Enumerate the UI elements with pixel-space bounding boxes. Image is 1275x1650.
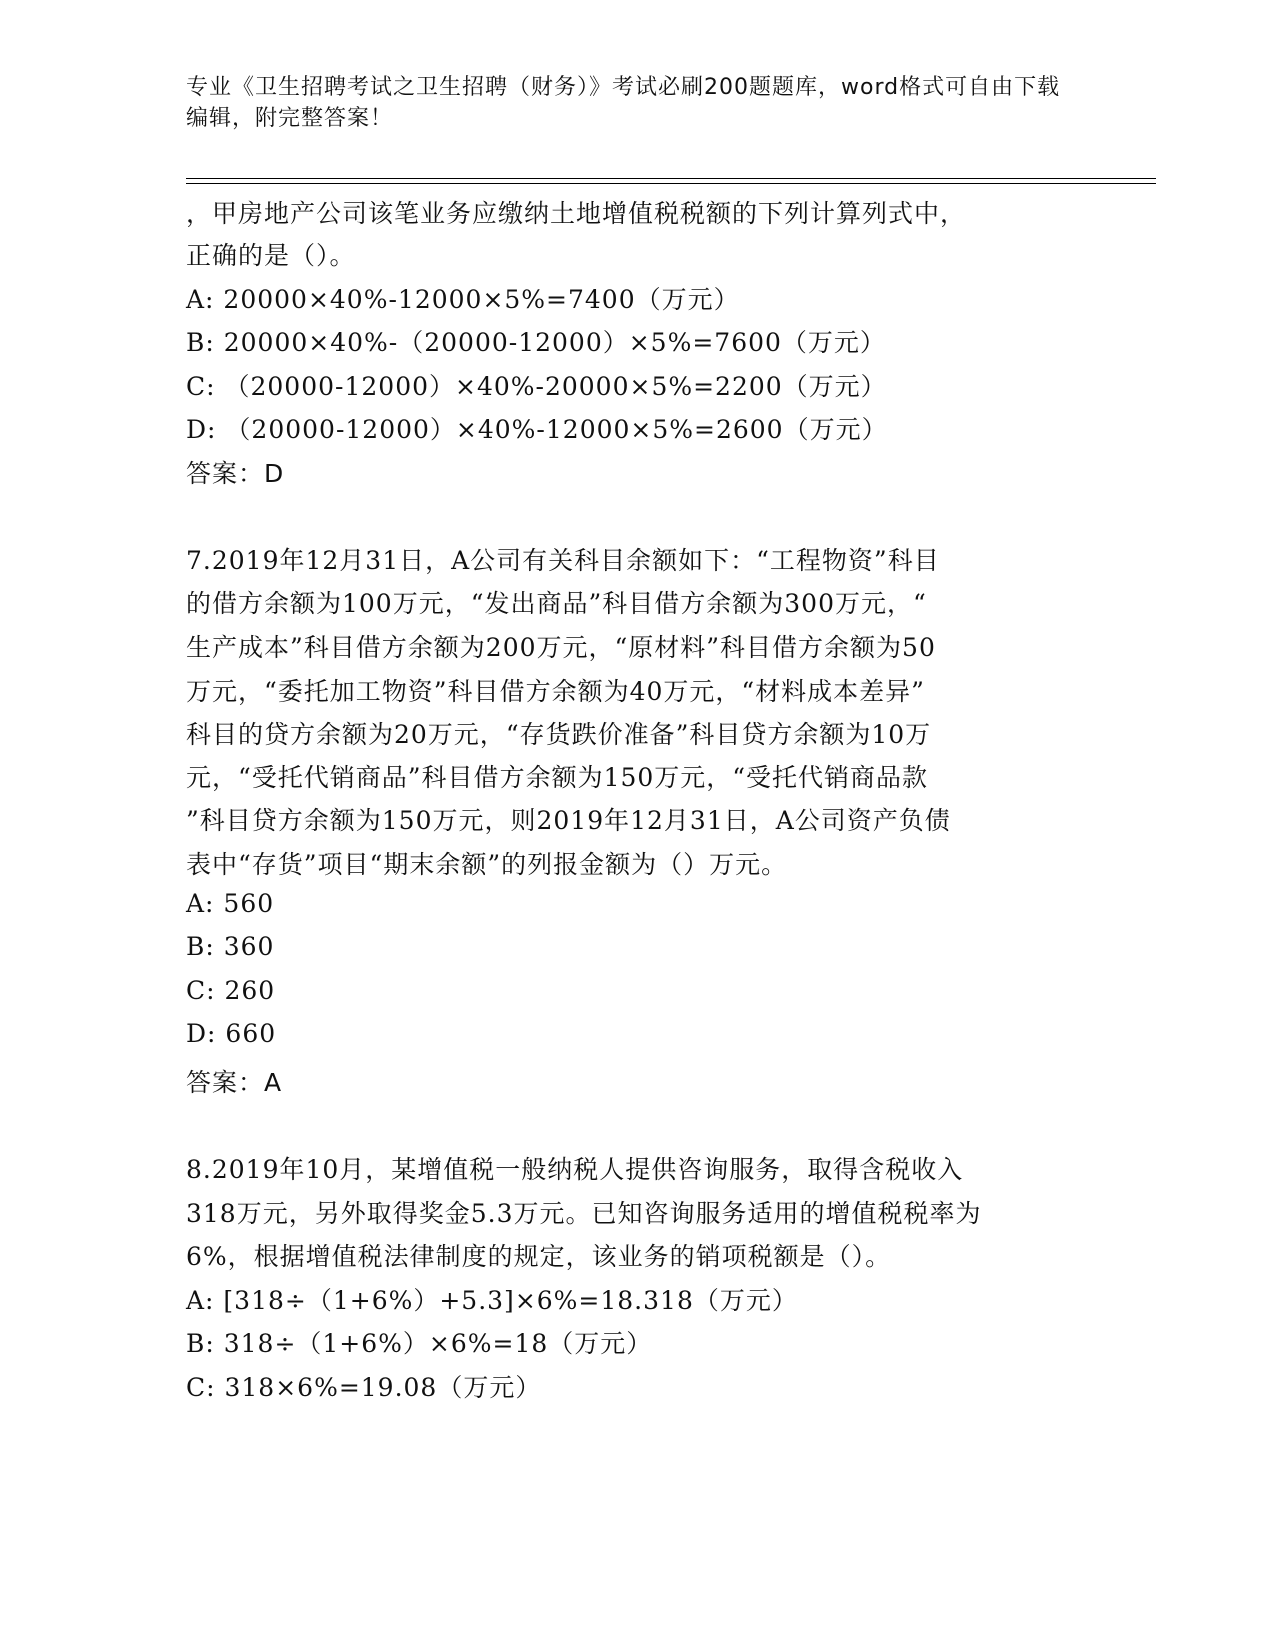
- q7-stem-line: 7.2019年12月31日，A公司有关科目余额如下：“工程物资”科目: [186, 546, 940, 575]
- q8-option-c: C: 318×6%=19.08（万元）: [186, 1373, 542, 1402]
- q6-option-a: A: 20000×40%-12000×5%=7400（万元）: [186, 285, 740, 314]
- q7-stem-line: 表中“存货”项目“期末余额”的列报金额为（）万元。: [186, 850, 788, 879]
- q6-stem-line: 正确的是（）。: [186, 241, 356, 270]
- q7-option-c: C: 260: [186, 976, 276, 1005]
- q8-stem-line: 318万元，另外取得奖金5.3万元。已知咨询服务适用的增值税税率为: [186, 1199, 982, 1228]
- q8-option-a: A: [318÷（1+6%）+5.3]×6%=18.318（万元）: [186, 1286, 798, 1315]
- q6-option-d: D: （20000-12000）×40%-12000×5%=2600（万元）: [186, 415, 888, 444]
- q7-answer: 答案：A: [186, 1068, 283, 1097]
- header-rule-top: [186, 178, 1156, 179]
- q7-stem-line: 的借方余额为100万元，“发出商品”科目借方余额为300万元，“: [186, 589, 927, 618]
- q6-option-c: C: （20000-12000）×40%-20000×5%=2200（万元）: [186, 372, 887, 401]
- q6-answer: 答案：D: [186, 459, 285, 488]
- q7-stem-line: 元，“受托代销商品”科目借方余额为150万元，“受托代销商品款: [186, 763, 929, 792]
- q8-stem-line: 6%，根据增值税法律制度的规定，该业务的销项税额是（）。: [186, 1242, 892, 1271]
- header-rule-bottom: [186, 183, 1156, 184]
- q6-option-b: B: 20000×40%-（20000-12000）×5%=7600（万元）: [186, 328, 886, 357]
- q8-stem-line: 8.2019年10月，某增值税一般纳税人提供咨询服务，取得含税收入: [186, 1155, 964, 1184]
- document-header: 专业《卫生招聘考试之卫生招聘（财务）》考试必刷200题题库，word格式可自由下载编辑，附完整答案！: [186, 75, 1061, 131]
- q7-option-a: A: 560: [186, 889, 275, 918]
- q6-stem-line: ，甲房地产公司该笔业务应缴纳土地增值税税额的下列计算列式中，: [186, 199, 967, 228]
- q7-stem-line: ”科目贷方余额为150万元，则2019年12月31日，A公司资产负债: [186, 806, 951, 835]
- q8-option-b: B: 318÷（1+6%）×6%=18（万元）: [186, 1329, 653, 1358]
- q7-option-b: B: 360: [186, 932, 275, 961]
- q7-stem-line: 万元，“委托加工物资”科目借方余额为40万元，“材料成本差异”: [186, 677, 925, 706]
- q7-stem-line: 科目的贷方余额为20万元，“存货跌价准备”科目贷方余额为10万: [186, 720, 932, 749]
- q7-option-d: D: 660: [186, 1019, 277, 1048]
- q7-stem-line: 生产成本”科目借方余额为200万元，“原材料”科目借方余额为50: [186, 633, 936, 662]
